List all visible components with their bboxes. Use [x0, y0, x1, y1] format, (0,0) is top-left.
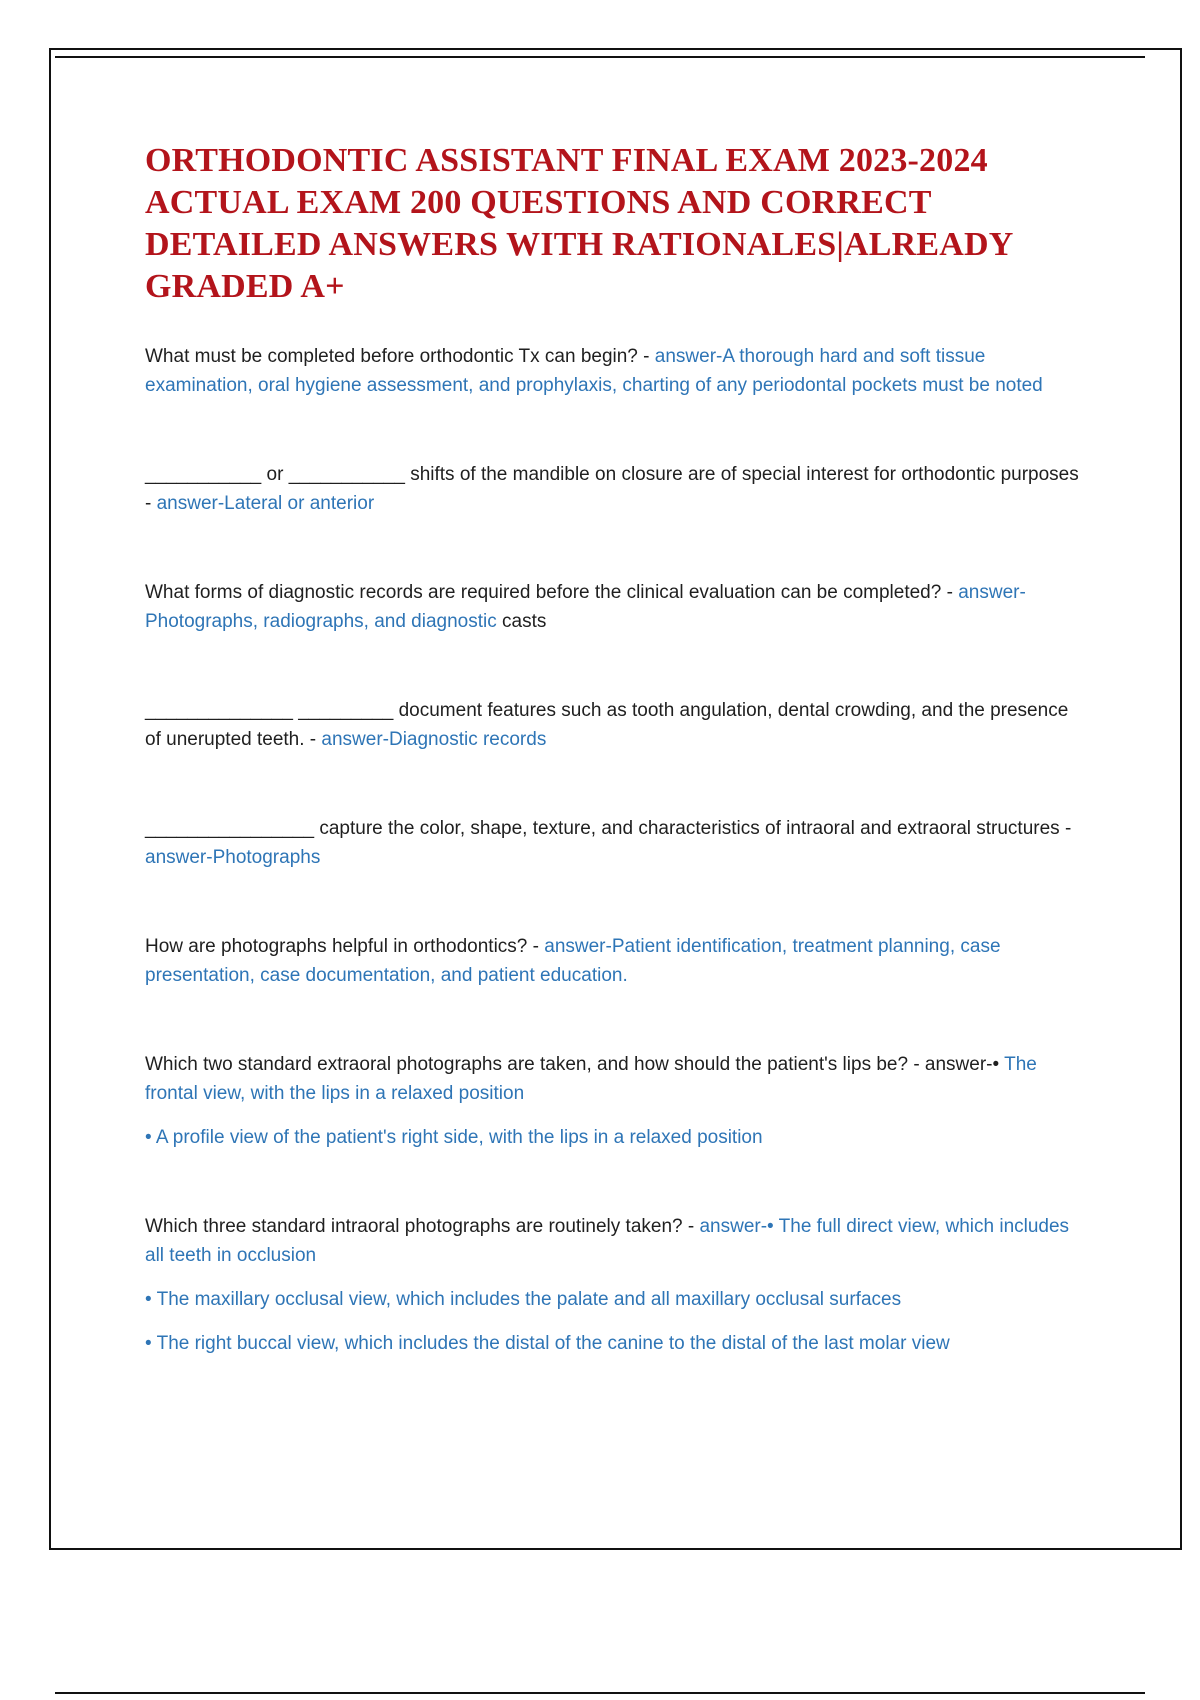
top-rule [55, 56, 1145, 58]
question: Which two standard extraoral photographs are taken, and how should the patient's lips be? - answer-• [145, 1054, 1005, 1075]
qa-item-2 [145, 460, 1085, 518]
qa-item-6 [145, 932, 1085, 990]
answer-tail: casts [496, 611, 547, 632]
bottom-rule [55, 1692, 1145, 1694]
answer-bullet: • The right buccal view, which includes the distal of the canine to the distal of the last molar view [145, 1333, 950, 1354]
qa-item-8 [145, 1212, 1085, 1358]
qa-text [145, 696, 1085, 754]
question: What forms of diagnostic records are required before the clinical evaluation can be completed? - [145, 582, 959, 603]
question: What must be completed before orthodontic Tx can begin? - [145, 346, 655, 367]
answer: answer-• The full direct view, which includes all teeth in occlusion [145, 1216, 1070, 1266]
qa-text [145, 578, 1085, 636]
answer: answer-Diagnostic records [321, 729, 547, 750]
document-title: ORTHODONTIC ASSISTANT FINAL EXAM 2023-2024 ACTUAL EXAM 200 QUESTIONS AND CORRECT DETAILED ANSWERS WITH RATIONALES|ALREADY GRADED A+ [145, 142, 1013, 305]
qa-item-3 [145, 578, 1085, 636]
answer: The frontal view, with the lips in a relaxed position [145, 1054, 1037, 1104]
question: Which three standard intraoral photographs are routinely taken? - [145, 1216, 700, 1237]
answer: answer-Photographs [145, 847, 321, 868]
document-body [145, 140, 1085, 1358]
qa-text [145, 814, 1085, 872]
question: ________________ capture the color, shape, texture, and characteristics of intraoral and extraoral structures - [145, 818, 1072, 839]
qa-text [145, 1212, 1085, 1270]
qa-text [145, 460, 1085, 518]
qa-text [145, 1050, 1085, 1108]
question: ___________ or ___________ shifts of the mandible on closure are of special interest for orthodontic purposes - [145, 464, 1079, 514]
question: How are photographs helpful in orthodontics? - [145, 936, 545, 957]
qa-item-5 [145, 814, 1085, 872]
qa-item-1 [145, 342, 1085, 400]
answer: answer-A thorough hard and soft tissue examination, oral hygiene assessment, and prophylaxis, charting of any periodontal pockets must be noted [145, 346, 1043, 396]
answer: answer-Photographs, radiographs, and diagnostic [145, 582, 1026, 632]
answer-bullet: • The maxillary occlusal view, which includes the palate and all maxillary occlusal surfaces [145, 1289, 902, 1310]
qa-item-4 [145, 696, 1085, 754]
qa-text [145, 932, 1085, 990]
answer-bullet: • A profile view of the patient's right side, with the lips in a relaxed position [145, 1127, 763, 1148]
question: ______________ _________ document features such as tooth angulation, dental crowding, and the presence of unerupted teeth. - [145, 700, 1069, 750]
answer: answer-Patient identification, treatment planning, case presentation, case documentation, and patient education. [145, 936, 1001, 986]
answer: answer-Lateral or anterior [156, 493, 375, 514]
qa-item-7 [145, 1050, 1085, 1152]
qa-text [145, 342, 1085, 400]
